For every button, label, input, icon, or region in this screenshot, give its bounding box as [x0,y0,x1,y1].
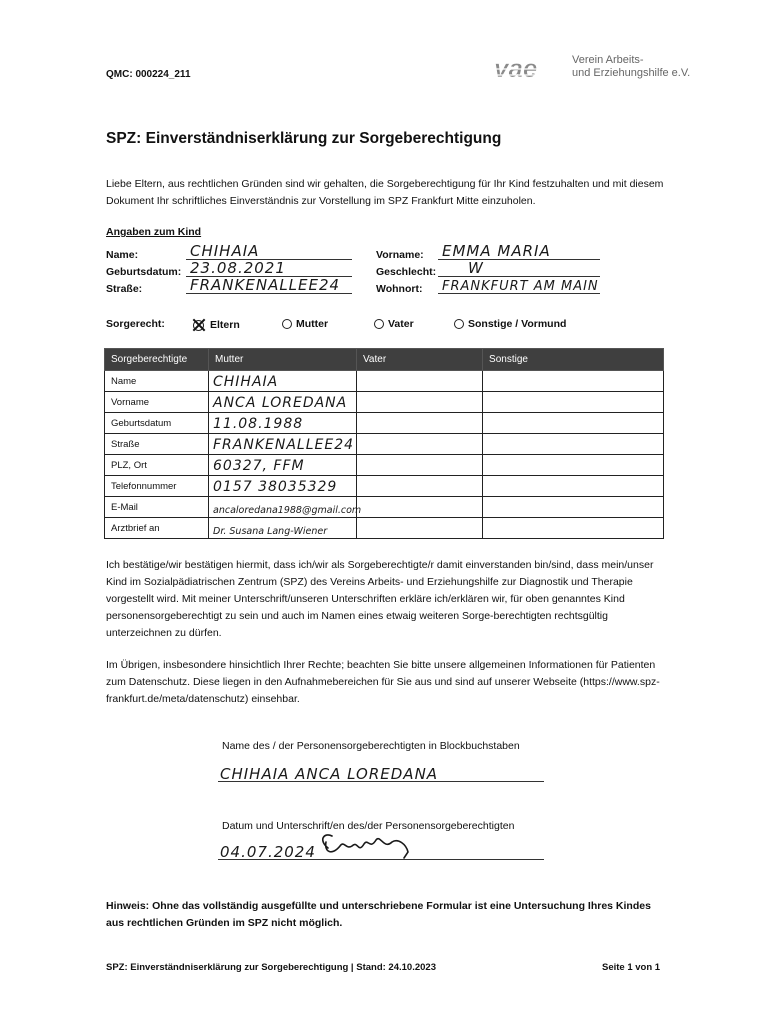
privacy-text: Im Übrigen, insbesondere hinsichtlich Ihrer Rechte; beachten Sie bitte unsere allgemeinen Informationen für Patienten zum Datenschutz. Diese liegen in den Aufnahmebereichen für Sie aus und sind auf unserer Webseite (https://www.spz-frankfurt.de/meta/datenschutz) einsehbar. [106,659,660,705]
confirmation-text: Ich bestätige/wir bestätigen hiermit, dass ich/wir als Sorgeberechtigte/r damit einverstanden bin/sind, dass mein/unser Kind im Sozialpädiatrischen Zentrum (SPZ) des Vereins Arbeits- und Erziehungshilfe zur Diagnostik und Therapie vorgestellt wird. Mit meiner Unterschrift/unseren Unterschriften erkläre ich/erklären wir, für oben genanntes Kind personensorgeberechtigt zu sein und auch im Namen eines etwaig weiteren Sorge-berechtigten rechtsgültig unterzeichnen zu dürfen. [106,559,654,639]
guardian-name-field[interactable]: CHIHAIA ANCA LOREDANA [218,760,544,782]
custody-option-eltern[interactable]: Eltern [192,318,240,332]
child-section-heading: Angaben zum Kind [106,226,202,238]
sonstige-cell[interactable] [483,455,664,476]
mutter-cell[interactable]: 11.08.1988 [209,413,357,434]
vater-cell[interactable] [357,371,483,392]
table-row [105,476,664,497]
guardian-table [104,348,664,539]
column-header: Mutter [209,349,357,371]
sonstige-cell[interactable] [483,371,664,392]
footer-left: SPZ: Einverständniserklärung zur Sorgeberechtigung | Stand: 24.10.2023 [106,962,436,973]
vater-cell[interactable] [357,497,483,518]
vater-cell[interactable] [357,434,483,455]
column-header: Vater [357,349,483,371]
row-label: PLZ, Ort [105,455,209,476]
handwritten-signature-icon [314,830,414,860]
table-row [105,455,664,476]
column-header: Sorgeberechtigte [105,349,209,371]
row-label: Telefonnummer [105,476,209,497]
radio-icon [282,319,292,329]
mutter-cell[interactable]: 60327, FFM [209,455,357,476]
mutter-cell[interactable]: Dr. Susana Lang-Wiener [209,518,357,539]
document-title: SPZ: Einverständniserklärung zur Sorgeberechtigung [106,130,502,147]
table-row [105,392,664,413]
sonstige-cell[interactable] [483,434,664,455]
qmc-code: QMC: 000224_211 [106,69,191,80]
mutter-cell[interactable]: ANCA LOREDANA [209,392,357,413]
sonstige-cell[interactable] [483,497,664,518]
vater-cell[interactable] [357,413,483,434]
vater-cell[interactable] [357,455,483,476]
row-label: Arztbrief an [105,518,209,539]
sonstige-cell[interactable] [483,518,664,539]
sonstige-cell[interactable] [483,476,664,497]
radio-icon [374,319,384,329]
custody-option-sonstige[interactable]: Sonstige / Vormund [454,318,566,330]
mutter-cell[interactable]: ancaloredana1988@gmail.com [209,497,357,518]
mutter-cell[interactable]: CHIHAIA [209,371,357,392]
child-city-label: Wohnort: [376,283,423,295]
table-row [105,497,664,518]
row-label: Name [105,371,209,392]
child-gender-label: Geschlecht: [376,266,437,278]
child-dob-label: Geburtsdatum: [106,266,182,278]
signature-date-label: Datum und Unterschrift/en des/der Personensorgeberechtigten [222,820,515,832]
child-firstname-label: Vorname: [376,249,424,261]
row-label: Vorname [105,392,209,413]
child-name-field[interactable]: CHIHAIA [186,242,352,260]
child-street-field[interactable]: FRANKENALLEE24 [186,276,352,294]
sonstige-cell[interactable] [483,392,664,413]
table-row [105,434,664,455]
page-number: Seite 1 von 1 [602,962,661,973]
intro-text: Liebe Eltern, aus rechtlichen Gründen sind wir gehalten, die Sorgeberechtigung für Ihr Kind festzuhalten und mit diesem Dokument Ihr schriftliches Einverständnis zur Vorstellung im SPZ Frankfurt Mitte einzuholen. [106,178,664,207]
vater-cell[interactable] [357,392,483,413]
custody-option-mutter[interactable]: Mutter [282,318,328,330]
child-dob-field[interactable]: 23.08.2021 [186,259,352,277]
child-city-field[interactable]: FRANKFURT AM MAIN [438,276,600,294]
mutter-cell[interactable]: FRANKENALLEE24 [209,434,357,455]
table-row [105,413,664,434]
child-firstname-field[interactable]: EMMA MARIA [438,242,600,260]
guardian-name-label: Name des / der Personensorgeberechtigten in Blockbuchstaben [222,740,520,752]
organization-name: Verein Arbeits- und Erziehungshilfe e.V. [572,54,691,79]
custody-label: Sorgerecht: [106,318,165,330]
vater-cell[interactable] [357,476,483,497]
child-street-label: Straße: [106,283,143,295]
table-header-row [105,349,664,371]
row-label: Geburtsdatum [105,413,209,434]
row-label: Straße [105,434,209,455]
vater-cell[interactable] [357,518,483,539]
vae-logo-icon [494,56,566,80]
child-gender-field[interactable]: W [438,259,600,277]
checked-radio-icon [192,318,206,332]
mutter-cell[interactable]: 0157 38035329 [209,476,357,497]
notice-text: Hinweis: Ohne das vollständig ausgefüllte und unterschriebene Formular ist eine Untersuchung Ihres Kindes aus rechtlichen Gründen im SPZ nicht möglich. [106,900,651,929]
custody-option-vater[interactable]: Vater [374,318,414,330]
radio-icon [454,319,464,329]
table-row [105,371,664,392]
table-row [105,518,664,539]
custody-options [106,318,606,334]
sonstige-cell[interactable] [483,413,664,434]
signature-field[interactable]: 04.07.2024 [218,838,544,860]
organization-logo [494,54,714,84]
column-header: Sonstige [483,349,664,371]
svg-text:vae: vae [494,56,538,80]
child-name-label: Name: [106,249,139,261]
row-label: E-Mail [105,497,209,518]
